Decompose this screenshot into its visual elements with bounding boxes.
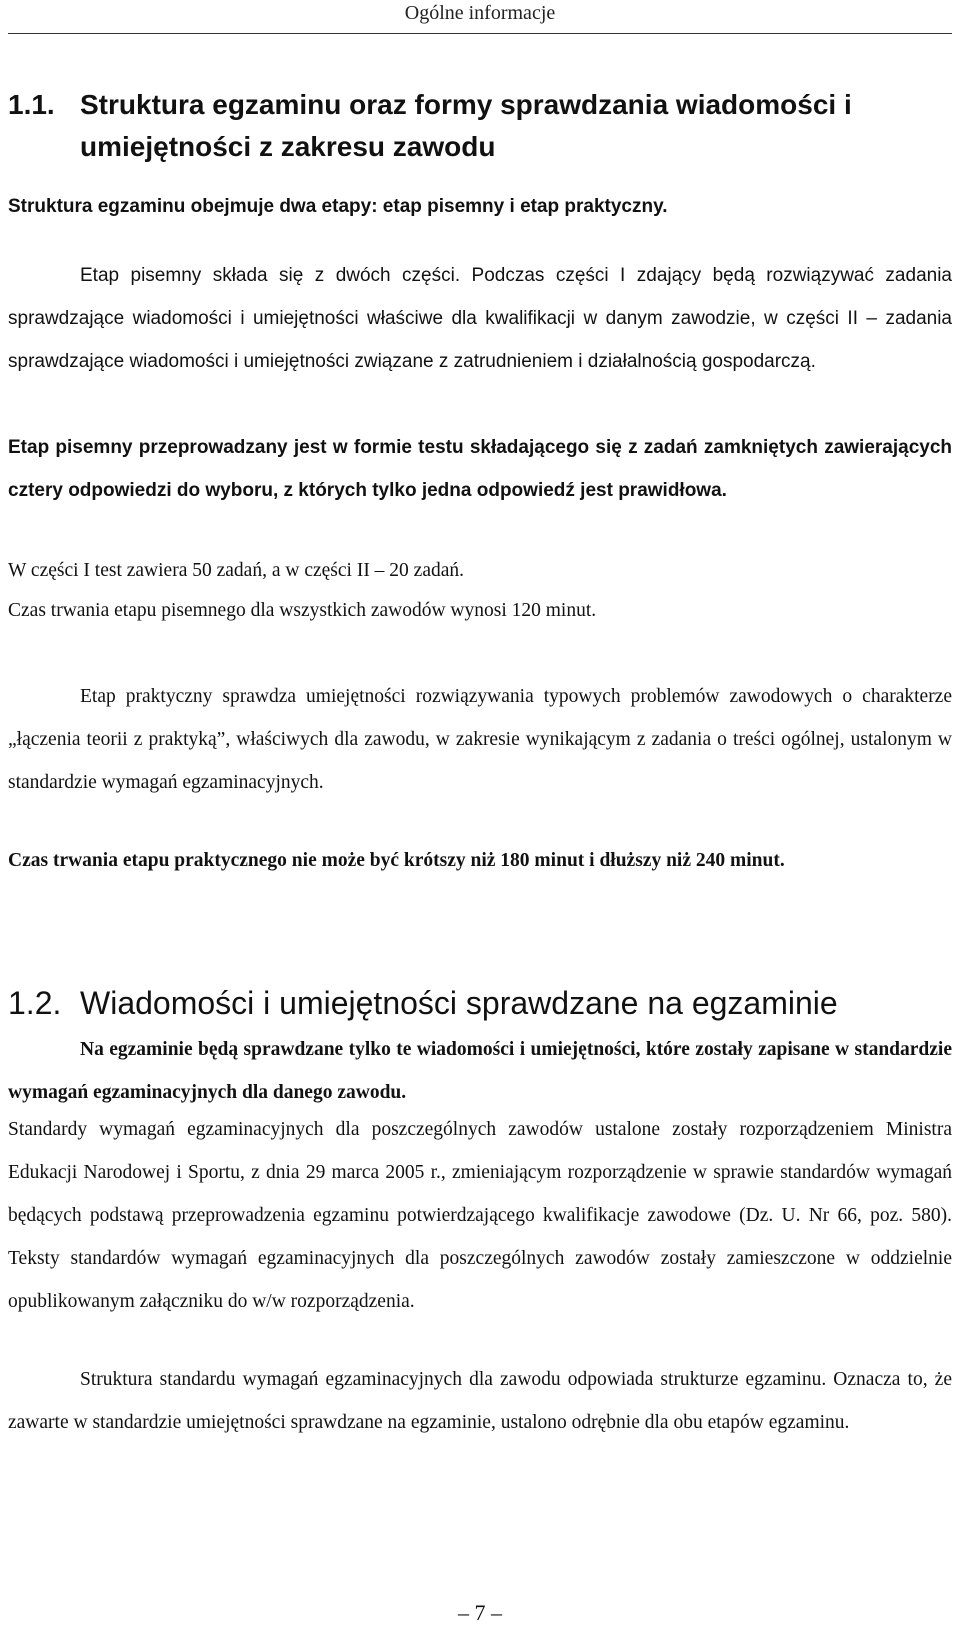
document-page xyxy=(8,0,952,1642)
practical-stage-duration: Czas trwania etapu praktycznego nie może być krótszy niż 180 minut i dłuższy niż 240 minut. xyxy=(8,850,785,871)
section-title: Wiadomości i umiejętności sprawdzane na egzaminie xyxy=(80,985,838,1021)
practical-stage-description: Etap praktyczny sprawdza umiejętności rozwiązywania typowych problemów zawodowych o charakterze „łączenia teorii z praktyką”, właściwych dla zawodu, w zakresie wynikającym z zadania o treści ogólnej, ustalonym w standardzie wymagań egzaminacyjnych. xyxy=(8,686,952,793)
page-number: – 7 – xyxy=(458,1600,502,1625)
exam-scope-statement: Na egzaminie będą sprawdzane tylko te wiadomości i umiejętności, które zostały zapisane w standardzie wymagań egzaminacyjnych dla danego zawodu. xyxy=(8,1039,952,1103)
structure-summary: Struktura egzaminu obejmuje dwa etapy: etap pisemny i etap praktyczny. xyxy=(8,196,668,217)
section-number: 1.1. xyxy=(8,89,55,120)
section-number: 1.2. xyxy=(8,985,62,1021)
written-stage-description: Etap pisemny składa się z dwóch części. Podczas części I zdający będą rozwiązywać zadania sprawdzające wiadomości i umiejętności właściwe dla kwalifikacji w danym zawodzie, w części II – zadania sprawdzające wiadomości i umiejętności związane z zatrudnieniem i działalnością gospodarczą. xyxy=(8,265,952,372)
standard-structure: Struktura standardu wymagań egzaminacyjnych dla zawodu odpowiada strukturze egzaminu. Oznacza to, że zawarte w standardzie umiejętności sprawdzane na egzaminie, ustalono odrębnie dla obu etapów egzaminu. xyxy=(8,1369,952,1433)
standards-regulation: Standardy wymagań egzaminacyjnych dla poszczególnych zawodów ustalone zostały rozporządzeniem Ministra Edukacji Narodowej i Sportu, z dnia 29 marca 2005 r., zmieniającym rozporządzenie w sprawie standardów wymagań będących podstawą przeprowadzenia egzaminu potwierdzającego kwalifikacje zawodowe (Dz. U. Nr 66, poz. 580). Teksty standardów wymagań egzaminacyjnych dla poszczególnych zawodów zostały zamieszczone w oddzielnie opublikowanym załączniku do w/w rozporządzenia. xyxy=(8,1119,952,1312)
header-divider xyxy=(8,33,952,34)
written-stage-duration: Czas trwania etapu pisemnego dla wszystkich zawodów wynosi 120 minut. xyxy=(8,600,597,621)
section-title: Struktura egzaminu oraz formy sprawdzania wiadomości i umiejętności z zakresu zawodu xyxy=(80,89,852,162)
task-counts: W części I test zawiera 50 zadań, a w części II – 20 zadań. xyxy=(8,560,465,581)
running-header: Ogólne informacje xyxy=(404,2,556,24)
written-stage-format: Etap pisemny przeprowadzany jest w formie testu składającego się z zadań zamkniętych zawierających cztery odpowiedzi do wyboru, z których tylko jedna odpowiedź jest prawidłowa. xyxy=(8,437,952,501)
